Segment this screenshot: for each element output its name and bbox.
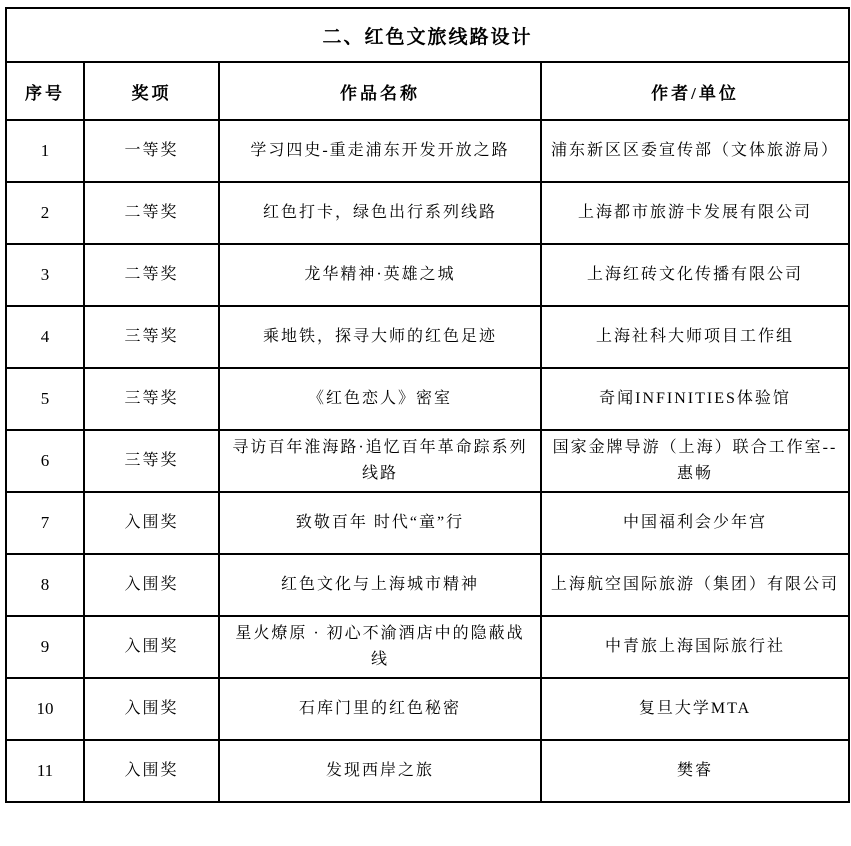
cell-work: 星火燎原 · 初心不渝酒店中的隐蔽战线 [219, 616, 541, 678]
table-row [6, 430, 849, 492]
table-row [6, 554, 849, 616]
table-body [6, 120, 849, 802]
table-row [6, 740, 849, 802]
cell-award: 入围奖 [84, 740, 219, 802]
cell-author: 中国福利会少年宫 [541, 492, 849, 554]
cell-no: 9 [6, 616, 84, 678]
table-row [6, 120, 849, 182]
cell-award: 入围奖 [84, 492, 219, 554]
cell-award: 三等奖 [84, 368, 219, 430]
cell-no: 3 [6, 244, 84, 306]
cell-author: 复旦大学MTA [541, 678, 849, 740]
cell-work: 石库门里的红色秘密 [219, 678, 541, 740]
cell-no: 10 [6, 678, 84, 740]
cell-work: 寻访百年淮海路·追忆百年革命踪系列线路 [219, 430, 541, 492]
cell-no: 11 [6, 740, 84, 802]
cell-award: 入围奖 [84, 616, 219, 678]
cell-award: 一等奖 [84, 120, 219, 182]
table-row [6, 368, 849, 430]
cell-work: 乘地铁，探寻大师的红色足迹 [219, 306, 541, 368]
table-row [6, 244, 849, 306]
cell-award: 二等奖 [84, 182, 219, 244]
col-header-author: 作者/单位 [541, 62, 849, 120]
table-row [6, 182, 849, 244]
cell-work: 《红色恋人》密室 [219, 368, 541, 430]
cell-work: 龙华精神·英雄之城 [219, 244, 541, 306]
cell-author: 上海都市旅游卡发展有限公司 [541, 182, 849, 244]
cell-no: 6 [6, 430, 84, 492]
cell-no: 7 [6, 492, 84, 554]
cell-award: 三等奖 [84, 430, 219, 492]
cell-work: 学习四史-重走浦东开发开放之路 [219, 120, 541, 182]
cell-no: 2 [6, 182, 84, 244]
table-row [6, 306, 849, 368]
table-title: 二、红色文旅线路设计 [6, 8, 849, 62]
table-row [6, 492, 849, 554]
cell-work: 红色打卡，绿色出行系列线路 [219, 182, 541, 244]
cell-award: 入围奖 [84, 678, 219, 740]
cell-work: 红色文化与上海城市精神 [219, 554, 541, 616]
cell-no: 1 [6, 120, 84, 182]
cell-author: 上海航空国际旅游（集团）有限公司 [541, 554, 849, 616]
table-row [6, 678, 849, 740]
cell-work: 发现西岸之旅 [219, 740, 541, 802]
award-table [5, 7, 850, 803]
header-row [6, 62, 849, 120]
cell-award: 二等奖 [84, 244, 219, 306]
cell-author: 中青旅上海国际旅行社 [541, 616, 849, 678]
cell-author: 上海社科大师项目工作组 [541, 306, 849, 368]
cell-award: 入围奖 [84, 554, 219, 616]
cell-author: 国家金牌导游（上海）联合工作室--惠畅 [541, 430, 849, 492]
cell-author: 浦东新区区委宣传部（文体旅游局） [541, 120, 849, 182]
cell-work: 致敬百年 时代“童”行 [219, 492, 541, 554]
cell-author: 樊睿 [541, 740, 849, 802]
col-header-award: 奖项 [84, 62, 219, 120]
cell-author: 奇闻INFINITIES体验馆 [541, 368, 849, 430]
cell-award: 三等奖 [84, 306, 219, 368]
cell-no: 5 [6, 368, 84, 430]
title-row [6, 8, 849, 62]
cell-author: 上海红砖文化传播有限公司 [541, 244, 849, 306]
col-header-no: 序号 [6, 62, 84, 120]
cell-no: 8 [6, 554, 84, 616]
cell-no: 4 [6, 306, 84, 368]
col-header-work: 作品名称 [219, 62, 541, 120]
table-row [6, 616, 849, 678]
